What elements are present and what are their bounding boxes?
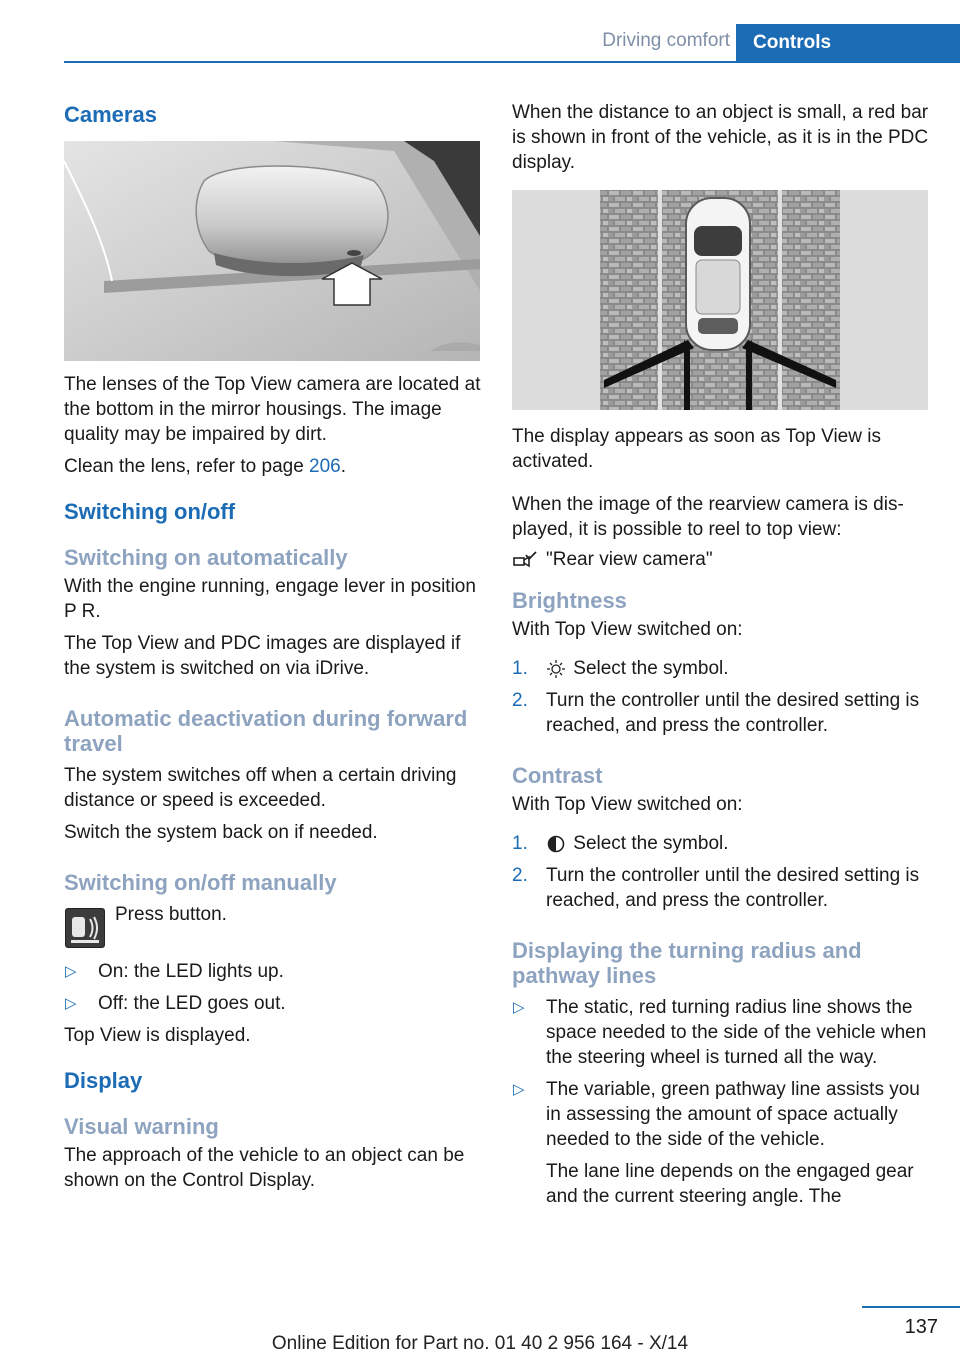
step-text: Turn the controller until the desired setting is reached, and press the controller.: [546, 690, 920, 736]
bullet-marker-icon: ▷: [65, 963, 77, 980]
display-heading: Display: [64, 1068, 143, 1093]
display-appears-paragraph: The display appears as soon as Top View is activated.: [512, 426, 881, 472]
mirror-illustration-svg: [64, 141, 480, 361]
top-view-displayed-text: Top View is displayed.: [64, 1025, 251, 1046]
turning-radius-bullets: [512, 995, 930, 1209]
deactivation-paragraph-2: Switch the system back on if needed.: [64, 822, 378, 843]
red-bar-paragraph: When the distance to an object is small, a red bar is shown in front of the vehicle, as it is in the PDC display.: [512, 102, 929, 173]
bullet-text: The static, red turning radius line shows the space needed to the side of the vehicle when the steering wheel is turned all the way.: [546, 997, 927, 1068]
top-view-button-icon: [65, 908, 105, 948]
step-number: 2.: [512, 865, 528, 886]
camera-check-icon: [512, 551, 538, 571]
page-number: 137: [904, 1316, 938, 1338]
rearview-paragraph: When the image of the rearview camera is displayed, it is possible to reel to top view:: [512, 494, 904, 540]
bullet-marker-icon: ▷: [65, 995, 77, 1012]
left-column: [64, 100, 482, 1193]
cameras-paragraph-1: The lenses of the Top View camera are located at the bottom in the mirror housings. The image quality may be impaired by dirt.: [64, 374, 481, 445]
manual-bullets: [64, 959, 482, 1016]
list-item: [512, 995, 930, 1070]
manual-heading: Switching on/off manually: [64, 870, 337, 895]
top-view-display-illustration: [512, 190, 928, 410]
visual-warning-paragraph: The approach of the vehicle to an object can be shown on the Control Display.: [64, 1145, 465, 1191]
list-item: [64, 991, 482, 1016]
list-item: [512, 656, 930, 681]
step-number: 2.: [512, 690, 528, 711]
manual-button-row: [64, 905, 482, 951]
brightness-steps: [512, 656, 930, 738]
contrast-intro: With Top View switched on:: [512, 794, 743, 815]
bullet-marker-icon: ▷: [513, 999, 525, 1016]
list-item: [512, 1077, 930, 1209]
step-text: Turn the controller until the desired setting is reached, and press the controller.: [546, 865, 920, 911]
rear-view-camera-text: "Rear view camera": [546, 549, 713, 570]
header-section: Driving comfort: [602, 30, 730, 51]
auto-heading: Switching on automatically: [64, 545, 348, 570]
list-item: [512, 688, 930, 738]
period: .: [340, 456, 347, 477]
deactivation-heading: Automatic deactivation during forward travel: [64, 706, 468, 756]
auto-paragraph-1: With the engine running, engage lever in position P R.: [64, 576, 476, 622]
header-rule: [64, 61, 960, 63]
deactivation-paragraph-1: The system switches off when a certain driving distance or speed is exceeded.: [64, 765, 457, 811]
bullet-text: On: the LED lights up.: [98, 961, 284, 982]
contrast-heading: Contrast: [512, 763, 603, 788]
brightness-intro: With Top View switched on:: [512, 619, 743, 640]
cameras-paragraph-2: [64, 454, 482, 479]
bullet-text: The variable, green pathway line assists you in assessing the amount of space actually needed to the side of the vehicle.: [546, 1079, 920, 1150]
auto-paragraph-2: The Top View and PDC images are displayed if the system is switched on via iDrive.: [64, 633, 461, 679]
bullet-text: Off: the LED goes out.: [98, 993, 286, 1014]
list-item: [512, 863, 930, 913]
mirror-camera-illustration: [64, 141, 480, 361]
right-column: [512, 100, 930, 1209]
header-tab: Controls: [736, 24, 960, 62]
contrast-icon: [546, 835, 568, 853]
step-text: Select the symbol.: [573, 833, 729, 854]
lane-line-text: The lane line depends on the engaged gear and the current steering angle. The: [546, 1161, 914, 1207]
step-text: Select the symbol.: [573, 658, 729, 679]
cameras-heading: Cameras: [64, 102, 157, 127]
list-item: [64, 959, 482, 984]
press-button-text: Press button.: [115, 904, 227, 925]
page-206-link[interactable]: 206: [309, 456, 341, 477]
visual-warning-heading: Visual warning: [64, 1114, 219, 1139]
contrast-steps: [512, 831, 930, 913]
brightness-heading: Brightness: [512, 588, 627, 613]
step-number: 1.: [512, 658, 528, 679]
switching-heading: Switching on/off: [64, 499, 236, 524]
edition-footer: Online Edition for Part no. 01 40 2 956 164 - X/14: [271, 1333, 689, 1354]
turning-radius-heading: Displaying the turning radius and pathway lines: [512, 938, 862, 988]
brightness-sun-icon: [546, 660, 568, 678]
rear-view-camera-menu-row: [512, 548, 930, 576]
list-item: [512, 831, 930, 856]
footer-rule: [862, 1306, 960, 1308]
bullet-marker-icon: ▷: [513, 1081, 525, 1098]
clean-lens-text: Clean the lens, refer to page: [64, 456, 310, 477]
step-number: 1.: [512, 833, 528, 854]
top-view-svg: [512, 190, 928, 410]
